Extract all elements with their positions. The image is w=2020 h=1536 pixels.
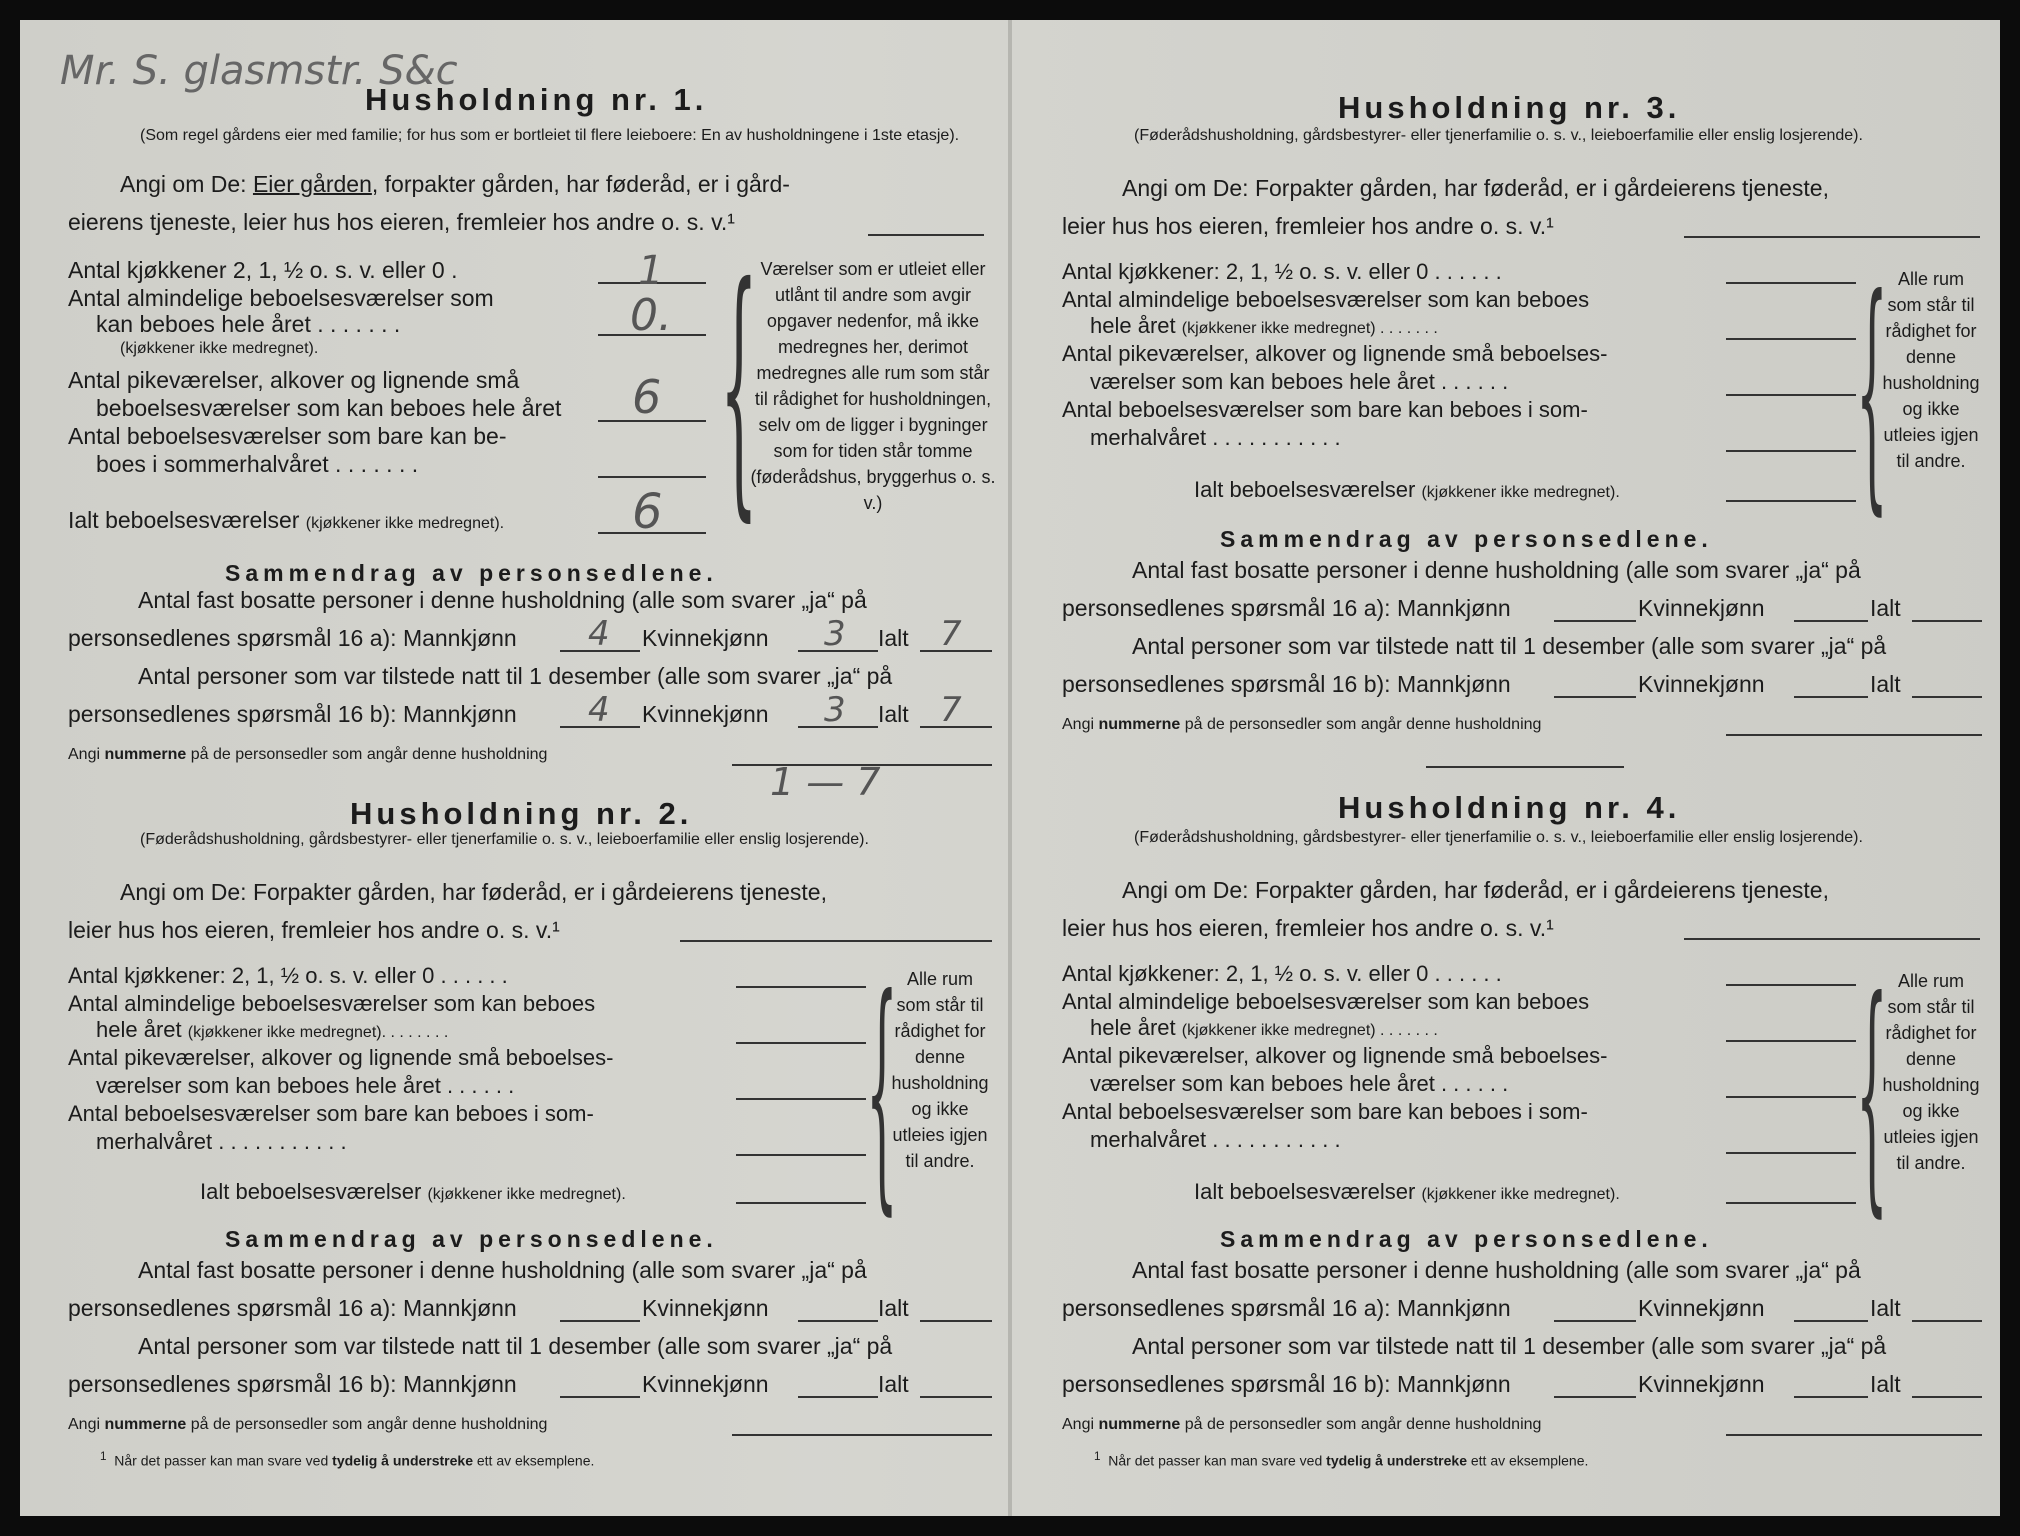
h3-title: Husholdning nr. 3. [1338,90,1681,125]
h1-tilst-kvinne-label: Kvinnekjønn [642,701,769,727]
h1-tilst-mann-value: 4 [588,690,610,730]
h4-angi-line2: leier hus hos eieren, fremleier hos andre o. s. v.¹ [1062,915,1554,941]
h4-fast-line2: personsedlenes spørsmål 16 a): Mannkjønn [1062,1295,1511,1321]
h4-pike-line2: værelser som kan beboes hele året . . . . . . [1090,1071,1509,1096]
h4-sommer-field[interactable] [1726,1152,1856,1154]
h2-fast-line1: Antal fast bosatte personer i denne husholdning (alle som svarer „ja“ på [138,1257,867,1283]
h1-fast-mann-value: 4 [588,614,610,654]
h4-pike-line1: Antal pikeværelser, alkover og lignende små beboelses- [1062,1043,1608,1068]
h2-fast-ialt-label: Ialt [878,1295,909,1321]
h1-title: Husholdning nr. 1. [365,82,708,117]
h1-angi-answer-line[interactable] [868,234,984,236]
h3-nummer-field[interactable] [1726,734,1982,736]
h4-tilst-line1: Antal personer som var tilstede natt til 1 desember (alle som svarer „ja“ på [1132,1333,1887,1359]
h2-tilst-line2: personsedlenes spørsmål 16 b): Mannkjønn [68,1371,517,1397]
h1-tilst-ialt-value: 7 [940,690,962,730]
h4-kjokkener-field[interactable] [1726,984,1856,986]
h2-angi-line1: Angi om De: Forpakter gården, har føderåd, er i gårdeierens tjeneste, [120,879,827,905]
h1-tilst-kvinne-value: 3 [824,690,846,730]
h2-side-note: Alle rum som står til rådighet for denne husholdning og ikke utleies igjen til andre. [891,969,989,1171]
h2-pike-line2: værelser som kan beboes hele året . . . . . . [96,1073,515,1098]
h4-side-brace: { [1856,947,1888,1238]
h1-eier-garden-underlined: Eier gården [252,171,372,197]
h1-alm-line1: Antal almindelige beboelsesværelser som [68,285,494,311]
h2-tilst-line1: Antal personer som var tilstede natt til 1 desember (alle som svarer „ja“ på [138,1333,893,1359]
h3-tilst-kvinne-field[interactable] [1794,696,1868,698]
h3-angi-line2: leier hus hos eieren, fremleier hos andre o. s. v.¹ [1062,213,1554,239]
h2-fast-kvinne-label: Kvinnekjønn [642,1295,769,1321]
h3-sammendrag-title: Sammendrag av personsedlene. [1220,526,1713,552]
h3-nummer-label: Angi nummerne på de personsedler som angår denne husholdning [1062,716,1542,733]
h1-alm-line2: kan beboes hele året . . . . . . . [96,311,401,337]
h3-tilst-line2: personsedlenes spørsmål 16 b): Mannkjønn [1062,671,1511,697]
h3-tilst-kvinne-label: Kvinnekjønn [1638,671,1765,697]
h3-fast-mann-field[interactable] [1554,620,1636,622]
h3-ialt-field[interactable] [1726,500,1856,502]
h4-sommer-line2: merhalvåret . . . . . . . . . . . [1090,1127,1341,1152]
h1-pike-line1: Antal pikeværelser, alkover og lignende små [68,367,520,393]
h1-alm-line3: (kjøkkener ikke medregnet). [120,340,319,357]
h2-angi-line2: leier hus hos eieren, fremleier hos andre o. s. v.¹ [68,917,560,943]
h1-fast-line1: Antal fast bosatte personer i denne husholdning (alle som svarer „ja“ på [138,587,867,613]
h4-side-note: Alle rum som står til rådighet for denne husholdning og ikke utleies igjen til andre. [1882,971,1980,1173]
h3-angi-line1: Angi om De: Forpakter gården, har føderåd, er i gårdeierens tjeneste, [1122,175,1829,201]
h1-angi-line2: eierens tjeneste, leier hus hos eieren, fremleier hos andre o. s. v.¹ [68,209,735,235]
h2-kjokkener-field[interactable] [736,986,866,988]
h2-tilst-ialt-field[interactable] [920,1396,992,1398]
h2-nummer-field[interactable] [732,1434,992,1436]
h2-tilst-kvinne-field[interactable] [798,1396,878,1398]
h2-fast-ialt-field[interactable] [920,1320,992,1322]
h4-fast-mann-field[interactable] [1554,1320,1636,1322]
h3-alm-line1: Antal almindelige beboelsesværelser som kan beboes [1062,287,1590,312]
h2-tilst-kvinne-label: Kvinnekjønn [642,1371,769,1397]
h4-ialt-field[interactable] [1726,1202,1856,1204]
h1-nummer-value: 1 — 7 [770,760,881,804]
h4-ialt-line: Ialt beboelsesværelser (kjøkkener ikke medregnet). [1194,1179,1620,1204]
section-divider [1426,766,1624,768]
h2-title: Husholdning nr. 2. [350,796,693,831]
h4-alm-line2: hele året (kjøkkener ikke medregnet) . . . . . . . [1090,1015,1438,1040]
census-form-sheet [20,20,2000,1516]
h1-note: (Som regel gårdens eier med familie; for hus som er bortleiet til flere leieboere: En av husholdningene i 1ste etasje). [140,127,960,144]
h4-alm-line1: Antal almindelige beboelsesværelser som kan beboes [1062,989,1590,1014]
h2-sammendrag-title: Sammendrag av personsedlene. [225,1226,718,1252]
h3-angi-answer-line[interactable] [1684,236,1980,238]
h2-angi-answer-line[interactable] [680,940,992,942]
h1-fast-ialt-value: 7 [940,614,962,654]
h4-fast-kvinne-label: Kvinnekjønn [1638,1295,1765,1321]
h2-tilst-mann-field[interactable] [560,1396,640,1398]
h2-kjokkener-label: Antal kjøkkener: 2, 1, ½ o. s. v. eller 0 . . . . . . [68,963,508,988]
h3-side-brace: { [1856,245,1888,536]
h4-angi-line1: Angi om De: Forpakter gården, har føderåd, er i gårdeierens tjeneste, [1122,877,1829,903]
h1-pike-value: 6 [632,370,662,424]
h4-fast-kvinne-field[interactable] [1794,1320,1868,1322]
h3-tilst-ialt-field[interactable] [1912,696,1982,698]
h4-kjokkener-label: Antal kjøkkener: 2, 1, ½ o. s. v. eller 0 . . . . . . [1062,961,1502,986]
h2-note: (Føderådshusholdning, gårdsbestyrer- eller tjenerfamilie o. s. v., leieboerfamilie eller enslig losjerende). [140,831,869,848]
h2-alm-line1: Antal almindelige beboelsesværelser som kan beboes [68,991,596,1016]
h4-fast-line1: Antal fast bosatte personer i denne husholdning (alle som svarer „ja“ på [1132,1257,1861,1283]
h4-fast-ialt-label: Ialt [1870,1295,1901,1321]
h4-sommer-line1: Antal beboelsesværelser som bare kan beboes i som- [1062,1099,1588,1124]
h4-tilst-mann-field[interactable] [1554,1396,1636,1398]
h4-tilst-line2: personsedlenes spørsmål 16 b): Mannkjønn [1062,1371,1511,1397]
h1-side-brace: { [720,229,758,544]
h2-alm-field[interactable] [736,1042,866,1044]
h2-side-brace: { [866,945,898,1236]
h4-tilst-kvinne-label: Kvinnekjønn [1638,1371,1765,1397]
h3-sommer-field[interactable] [1726,450,1856,452]
h1-kjokkener-value: 1 [638,248,664,294]
h4-pike-field[interactable] [1726,1096,1856,1098]
h1-tilst-line2: personsedlenes spørsmål 16 b): Mannkjønn [68,701,517,727]
h4-tilst-ialt-label: Ialt [1870,1371,1901,1397]
h1-fast-kvinne-value: 3 [824,614,846,654]
h3-fast-kvinne-field[interactable] [1794,620,1868,622]
h1-pike-line2: beboelsesværelser som kan beboes hele året [96,395,562,421]
h3-ialt-line: Ialt beboelsesværelser (kjøkkener ikke medregnet). [1194,477,1620,502]
h1-alm-value: 0. [630,290,672,341]
h2-ialt-line: Ialt beboelsesværelser (kjøkkener ikke medregnet). [200,1179,626,1204]
h4-tilst-ialt-field[interactable] [1912,1396,1982,1398]
h1-angi-line1: Angi om De: Eier gården, forpakter gården, har føderåd, er i gård- [120,171,790,197]
h1-side-note: Værelser som er utleiet eller utlånt til andre som avgir opgaver nedenfor, må ikke medregnes her, derimot medregnes alle rum som står til rådighet for husholdningen, selv om de ligger i bygninger som for tiden står tomme (føderådshus, bryggerhus o. s. v.) [750,259,996,513]
h2-sommer-line1: Antal beboelsesværelser som bare kan beboes i som- [68,1101,594,1126]
h4-alm-field[interactable] [1726,1040,1856,1042]
h4-nummer-label: Angi nummerne på de personsedler som angår denne husholdning [1062,1416,1542,1433]
h3-kjokkener-field[interactable] [1726,282,1856,284]
h3-sommer-line1: Antal beboelsesværelser som bare kan beboes i som- [1062,397,1588,422]
h4-tilst-kvinne-field[interactable] [1794,1396,1868,1398]
h3-kjokkener-label: Antal kjøkkener: 2, 1, ½ o. s. v. eller 0 . . . . . . [1062,259,1502,284]
h2-sommer-field[interactable] [736,1154,866,1156]
right-footnote: $^1$ Når det passer kan man svare ved tydelig å understreke ett av eksemplene. [1094,1450,1589,1469]
h4-note: (Føderådshusholdning, gårdsbestyrer- eller tjenerfamilie o. s. v., leieboerfamilie eller enslig losjerende). [1134,829,1863,846]
left-footnote: $^1$ Når det passer kan man svare ved tydelig å understreke ett av eksemplene. [100,1450,595,1469]
h3-pike-line2: værelser som kan beboes hele året . . . . . . [1090,369,1509,394]
h3-fast-kvinne-label: Kvinnekjønn [1638,595,1765,621]
h1-tilst-line1: Antal personer som var tilstede natt til 1 desember (alle som svarer „ja“ på [138,663,893,689]
left-page [20,20,1008,1516]
h3-pike-line1: Antal pikeværelser, alkover og lignende små beboelses- [1062,341,1608,366]
h1-sammendrag-title: Sammendrag av personsedlene. [225,560,718,586]
h3-tilst-mann-field[interactable] [1554,696,1636,698]
h2-nummer-label: Angi nummerne på de personsedler som angår denne husholdning [68,1416,548,1433]
h2-fast-kvinne-field[interactable] [798,1320,878,1322]
h4-nummer-field[interactable] [1726,1434,1982,1436]
h1-sommer-field[interactable] [598,476,706,478]
h4-fast-ialt-field[interactable] [1912,1320,1982,1322]
h1-tilst-ialt-label: Ialt [878,701,909,727]
h2-ialt-field[interactable] [736,1202,866,1204]
h2-sommer-line2: merhalvåret . . . . . . . . . . . [96,1129,347,1154]
h1-sommer-line2: boes i sommerhalvåret . . . . . . . [96,451,419,477]
h1-sommer-line1: Antal beboelsesværelser som bare kan be- [68,423,507,449]
h2-pike-field[interactable] [736,1098,866,1100]
h2-fast-mann-field[interactable] [560,1320,640,1322]
h3-note: (Føderådshusholdning, gårdsbestyrer- eller tjenerfamilie o. s. v., leieboerfamilie eller enslig losjerende). [1134,127,1863,144]
h2-alm-line2: hele året (kjøkkener ikke medregnet). . . . . . . . [96,1017,449,1042]
h4-title: Husholdning nr. 4. [1338,790,1681,825]
h1-fast-kvinne-label: Kvinnekjønn [642,625,769,651]
h2-tilst-ialt-label: Ialt [878,1371,909,1397]
h1-nummer-label: Angi nummerne på de personsedler som angår denne husholdning [68,746,548,763]
h4-sammendrag-title: Sammendrag av personsedlene. [1220,1226,1713,1252]
h3-fast-line2: personsedlenes spørsmål 16 a): Mannkjønn [1062,595,1511,621]
h4-angi-answer-line[interactable] [1684,938,1980,940]
handwritten-header: Mr. S. glasmstr. S&c [60,48,458,94]
h3-tilst-line1: Antal personer som var tilstede natt til 1 desember (alle som svarer „ja“ på [1132,633,1887,659]
h3-fast-ialt-label: Ialt [1870,595,1901,621]
h1-ialt-value: 6 [632,484,663,540]
h1-fast-line2: personsedlenes spørsmål 16 a): Mannkjønn [68,625,517,651]
h1-ialt-line: Ialt beboelsesværelser (kjøkkener ikke medregnet). [68,507,505,533]
h3-pike-field[interactable] [1726,394,1856,396]
h1-kjokkener-label: Antal kjøkkener 2, 1, ½ o. s. v. eller 0 . [68,257,458,283]
h3-sommer-line2: merhalvåret . . . . . . . . . . . [1090,425,1341,450]
h3-fast-ialt-field[interactable] [1912,620,1982,622]
h1-fast-ialt-label: Ialt [878,625,909,651]
h3-alm-field[interactable] [1726,338,1856,340]
h3-side-note: Alle rum som står til rådighet for denne husholdning og ikke utleies igjen til andre. [1882,269,1980,471]
h3-tilst-ialt-label: Ialt [1870,671,1901,697]
h2-pike-line1: Antal pikeværelser, alkover og lignende små beboelses- [68,1045,614,1070]
h2-fast-line2: personsedlenes spørsmål 16 a): Mannkjønn [68,1295,517,1321]
right-page [1012,20,2000,1516]
h3-fast-line1: Antal fast bosatte personer i denne husholdning (alle som svarer „ja“ på [1132,557,1861,583]
h3-alm-line2: hele året (kjøkkener ikke medregnet) . . . . . . . [1090,313,1438,338]
